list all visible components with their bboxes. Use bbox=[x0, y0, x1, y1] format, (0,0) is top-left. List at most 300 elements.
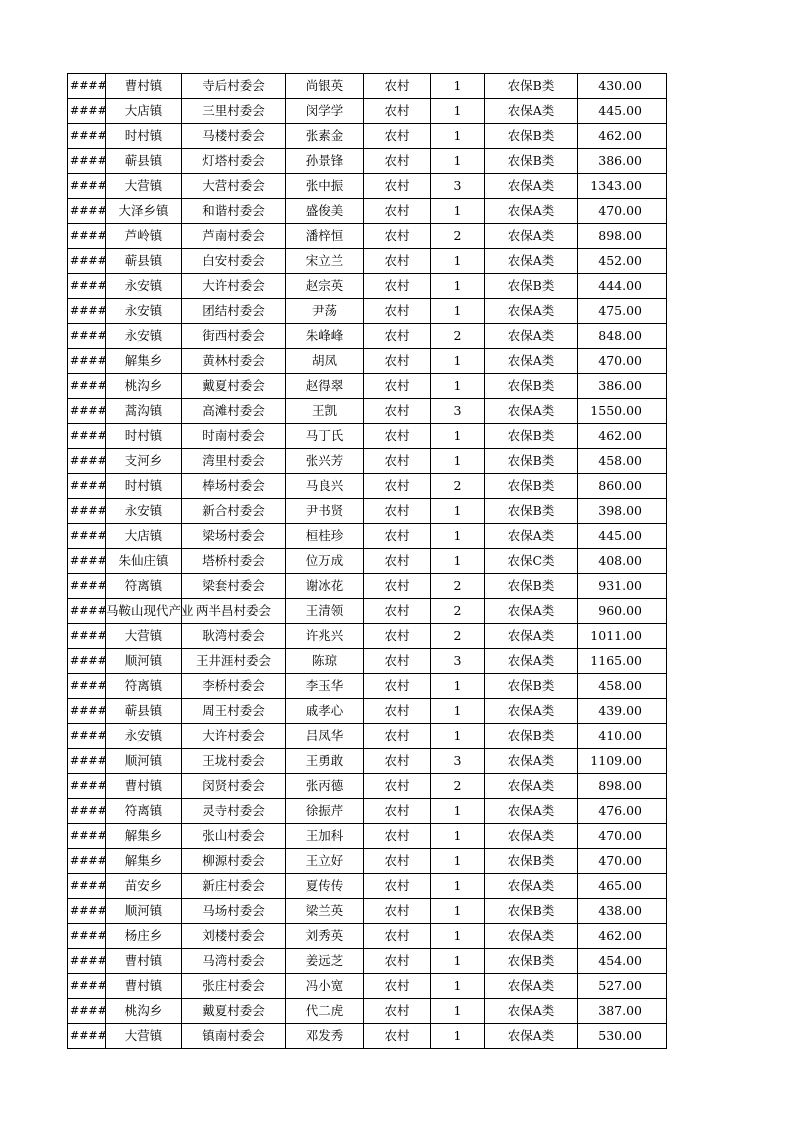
cell-town: 杨庄乡 bbox=[106, 924, 182, 949]
cell-category: 农保A类 bbox=[485, 974, 578, 999]
cell-category: 农保A类 bbox=[485, 324, 578, 349]
table-row bbox=[68, 849, 667, 874]
cell-name: 代二虎 bbox=[286, 999, 364, 1024]
cell-category: 农保B类 bbox=[485, 474, 578, 499]
cell-id: #### bbox=[68, 874, 106, 899]
cell-amount: 960.00 bbox=[578, 599, 667, 624]
cell-count: 1 bbox=[431, 974, 485, 999]
cell-category: 农保B类 bbox=[485, 499, 578, 524]
cell-name: 冯小宽 bbox=[286, 974, 364, 999]
cell-name: 吕凤华 bbox=[286, 724, 364, 749]
cell-category: 农保A类 bbox=[485, 924, 578, 949]
table-row bbox=[68, 874, 667, 899]
cell-amount: 398.00 bbox=[578, 499, 667, 524]
cell-area: 农村 bbox=[364, 549, 431, 574]
cell-town: 蒿沟镇 bbox=[106, 399, 182, 424]
cell-village: 新合村委会 bbox=[182, 499, 286, 524]
cell-amount: 470.00 bbox=[578, 849, 667, 874]
cell-town: 曹村镇 bbox=[106, 949, 182, 974]
cell-name: 桓桂珍 bbox=[286, 524, 364, 549]
cell-area: 农村 bbox=[364, 674, 431, 699]
cell-count: 2 bbox=[431, 474, 485, 499]
cell-count: 2 bbox=[431, 624, 485, 649]
cell-name: 王凯 bbox=[286, 399, 364, 424]
table-row bbox=[68, 99, 667, 124]
cell-village: 张庄村委会 bbox=[182, 974, 286, 999]
cell-town: 桃沟乡 bbox=[106, 374, 182, 399]
cell-count: 1 bbox=[431, 874, 485, 899]
cell-village: 寺后村委会 bbox=[182, 74, 286, 99]
cell-area: 农村 bbox=[364, 499, 431, 524]
cell-name: 朱峰峰 bbox=[286, 324, 364, 349]
cell-count: 1 bbox=[431, 724, 485, 749]
cell-amount: 1011.00 bbox=[578, 624, 667, 649]
table-body bbox=[68, 74, 667, 1049]
cell-category: 农保A类 bbox=[485, 624, 578, 649]
cell-count: 1 bbox=[431, 424, 485, 449]
table-row bbox=[68, 1024, 667, 1049]
table-row bbox=[68, 174, 667, 199]
cell-amount: 527.00 bbox=[578, 974, 667, 999]
cell-village: 黄林村委会 bbox=[182, 349, 286, 374]
cell-count: 1 bbox=[431, 524, 485, 549]
cell-town: 永安镇 bbox=[106, 724, 182, 749]
cell-id: #### bbox=[68, 74, 106, 99]
cell-village: 街西村委会 bbox=[182, 324, 286, 349]
cell-amount: 848.00 bbox=[578, 324, 667, 349]
cell-amount: 898.00 bbox=[578, 224, 667, 249]
cell-count: 1 bbox=[431, 949, 485, 974]
cell-name: 尹书贤 bbox=[286, 499, 364, 524]
cell-village: 张山村委会 bbox=[182, 824, 286, 849]
cell-town: 大营镇 bbox=[106, 174, 182, 199]
cell-town: 大营镇 bbox=[106, 624, 182, 649]
cell-village: 梁套村委会 bbox=[182, 574, 286, 599]
cell-town: 永安镇 bbox=[106, 499, 182, 524]
cell-village: 塔桥村委会 bbox=[182, 549, 286, 574]
cell-area: 农村 bbox=[364, 199, 431, 224]
cell-village: 梁场村委会 bbox=[182, 524, 286, 549]
table-row bbox=[68, 799, 667, 824]
cell-area: 农村 bbox=[364, 124, 431, 149]
cell-amount: 438.00 bbox=[578, 899, 667, 924]
cell-town: 大店镇 bbox=[106, 99, 182, 124]
cell-town: 大店镇 bbox=[106, 524, 182, 549]
cell-amount: 430.00 bbox=[578, 74, 667, 99]
cell-village: 新庄村委会 bbox=[182, 874, 286, 899]
cell-amount: 462.00 bbox=[578, 124, 667, 149]
cell-village: 戴夏村委会 bbox=[182, 999, 286, 1024]
table-row bbox=[68, 574, 667, 599]
cell-village: 王井涯村委会 bbox=[182, 649, 286, 674]
cell-category: 农保A类 bbox=[485, 99, 578, 124]
cell-town: 永安镇 bbox=[106, 324, 182, 349]
cell-name: 马良兴 bbox=[286, 474, 364, 499]
cell-village: 马湾村委会 bbox=[182, 949, 286, 974]
cell-town: 解集乡 bbox=[106, 349, 182, 374]
cell-amount: 1165.00 bbox=[578, 649, 667, 674]
table-row bbox=[68, 624, 667, 649]
cell-category: 农保A类 bbox=[485, 1024, 578, 1049]
cell-amount: 454.00 bbox=[578, 949, 667, 974]
table-row bbox=[68, 699, 667, 724]
cell-amount: 445.00 bbox=[578, 99, 667, 124]
cell-town: 符离镇 bbox=[106, 574, 182, 599]
cell-id: #### bbox=[68, 224, 106, 249]
cell-village: 灵寺村委会 bbox=[182, 799, 286, 824]
table-row bbox=[68, 249, 667, 274]
cell-count: 1 bbox=[431, 899, 485, 924]
cell-town: 永安镇 bbox=[106, 299, 182, 324]
cell-area: 农村 bbox=[364, 224, 431, 249]
cell-village: 大许村委会 bbox=[182, 724, 286, 749]
cell-village: 芦南村委会 bbox=[182, 224, 286, 249]
cell-id: #### bbox=[68, 774, 106, 799]
cell-town: 大营镇 bbox=[106, 1024, 182, 1049]
table-row bbox=[68, 499, 667, 524]
cell-town: 符离镇 bbox=[106, 674, 182, 699]
table-row bbox=[68, 724, 667, 749]
cell-amount: 462.00 bbox=[578, 924, 667, 949]
cell-village: 耿湾村委会 bbox=[182, 624, 286, 649]
cell-name: 马丁氏 bbox=[286, 424, 364, 449]
cell-village: 柳源村委会 bbox=[182, 849, 286, 874]
cell-amount: 470.00 bbox=[578, 199, 667, 224]
cell-id: #### bbox=[68, 124, 106, 149]
cell-name: 姜远芝 bbox=[286, 949, 364, 974]
cell-village: 白安村委会 bbox=[182, 249, 286, 274]
cell-category: 农保A类 bbox=[485, 824, 578, 849]
cell-town: 曹村镇 bbox=[106, 974, 182, 999]
cell-village: 时南村委会 bbox=[182, 424, 286, 449]
cell-name: 王勇敢 bbox=[286, 749, 364, 774]
cell-id: #### bbox=[68, 174, 106, 199]
cell-village: 李桥村委会 bbox=[182, 674, 286, 699]
cell-count: 1 bbox=[431, 924, 485, 949]
cell-count: 1 bbox=[431, 249, 485, 274]
cell-name: 赵得翠 bbox=[286, 374, 364, 399]
table-row bbox=[68, 324, 667, 349]
cell-count: 1 bbox=[431, 1024, 485, 1049]
cell-area: 农村 bbox=[364, 574, 431, 599]
table-row bbox=[68, 824, 667, 849]
cell-name: 李玉华 bbox=[286, 674, 364, 699]
table-row bbox=[68, 299, 667, 324]
cell-category: 农保B类 bbox=[485, 849, 578, 874]
cell-area: 农村 bbox=[364, 624, 431, 649]
cell-village: 刘楼村委会 bbox=[182, 924, 286, 949]
cell-id: #### bbox=[68, 149, 106, 174]
cell-area: 农村 bbox=[364, 149, 431, 174]
cell-village: 王垅村委会 bbox=[182, 749, 286, 774]
cell-id: #### bbox=[68, 849, 106, 874]
cell-area: 农村 bbox=[364, 749, 431, 774]
cell-name: 王加科 bbox=[286, 824, 364, 849]
cell-id: #### bbox=[68, 899, 106, 924]
cell-count: 1 bbox=[431, 824, 485, 849]
cell-area: 农村 bbox=[364, 774, 431, 799]
cell-town: 顺河镇 bbox=[106, 899, 182, 924]
cell-area: 农村 bbox=[364, 349, 431, 374]
cell-area: 农村 bbox=[364, 649, 431, 674]
cell-id: #### bbox=[68, 974, 106, 999]
cell-count: 1 bbox=[431, 124, 485, 149]
cell-id: #### bbox=[68, 474, 106, 499]
cell-amount: 408.00 bbox=[578, 549, 667, 574]
table-row bbox=[68, 199, 667, 224]
cell-town: 支河乡 bbox=[106, 449, 182, 474]
cell-id: #### bbox=[68, 724, 106, 749]
cell-amount: 1109.00 bbox=[578, 749, 667, 774]
cell-category: 农保B类 bbox=[485, 124, 578, 149]
cell-amount: 386.00 bbox=[578, 374, 667, 399]
cell-area: 农村 bbox=[364, 1024, 431, 1049]
cell-category: 农保B类 bbox=[485, 449, 578, 474]
cell-count: 3 bbox=[431, 749, 485, 774]
cell-count: 2 bbox=[431, 224, 485, 249]
cell-name: 徐振芹 bbox=[286, 799, 364, 824]
cell-count: 1 bbox=[431, 199, 485, 224]
cell-category: 农保A类 bbox=[485, 224, 578, 249]
cell-id: #### bbox=[68, 299, 106, 324]
table-row bbox=[68, 974, 667, 999]
cell-amount: 470.00 bbox=[578, 349, 667, 374]
cell-name: 陈琼 bbox=[286, 649, 364, 674]
cell-area: 农村 bbox=[364, 449, 431, 474]
table-row bbox=[68, 899, 667, 924]
cell-amount: 458.00 bbox=[578, 449, 667, 474]
table-row bbox=[68, 274, 667, 299]
table-row bbox=[68, 924, 667, 949]
cell-amount: 530.00 bbox=[578, 1024, 667, 1049]
cell-amount: 1550.00 bbox=[578, 399, 667, 424]
cell-count: 1 bbox=[431, 999, 485, 1024]
cell-town: 蕲县镇 bbox=[106, 699, 182, 724]
cell-village: 两半昌村委会 bbox=[182, 599, 286, 624]
cell-town: 永安镇 bbox=[106, 274, 182, 299]
cell-category: 农保A类 bbox=[485, 799, 578, 824]
cell-id: #### bbox=[68, 799, 106, 824]
cell-area: 农村 bbox=[364, 824, 431, 849]
cell-area: 农村 bbox=[364, 874, 431, 899]
cell-town: 蕲县镇 bbox=[106, 149, 182, 174]
cell-category: 农保A类 bbox=[485, 874, 578, 899]
cell-name: 闵学学 bbox=[286, 99, 364, 124]
cell-village: 湾里村委会 bbox=[182, 449, 286, 474]
cell-name: 戚孝心 bbox=[286, 699, 364, 724]
cell-area: 农村 bbox=[364, 724, 431, 749]
cell-count: 3 bbox=[431, 649, 485, 674]
cell-amount: 476.00 bbox=[578, 799, 667, 824]
cell-amount: 410.00 bbox=[578, 724, 667, 749]
cell-town: 蕲县镇 bbox=[106, 249, 182, 274]
cell-village: 团结村委会 bbox=[182, 299, 286, 324]
cell-village: 马场村委会 bbox=[182, 899, 286, 924]
cell-amount: 444.00 bbox=[578, 274, 667, 299]
cell-amount: 439.00 bbox=[578, 699, 667, 724]
cell-name: 张丙德 bbox=[286, 774, 364, 799]
cell-category: 农保A类 bbox=[485, 599, 578, 624]
cell-count: 1 bbox=[431, 299, 485, 324]
cell-town: 时村镇 bbox=[106, 424, 182, 449]
cell-name: 潘梓恒 bbox=[286, 224, 364, 249]
cell-area: 农村 bbox=[364, 99, 431, 124]
cell-id: #### bbox=[68, 274, 106, 299]
cell-name: 王清领 bbox=[286, 599, 364, 624]
cell-town: 朱仙庄镇 bbox=[106, 549, 182, 574]
cell-name: 刘秀英 bbox=[286, 924, 364, 949]
cell-amount: 931.00 bbox=[578, 574, 667, 599]
table-row bbox=[68, 949, 667, 974]
cell-area: 农村 bbox=[364, 974, 431, 999]
cell-name: 位万成 bbox=[286, 549, 364, 574]
cell-count: 1 bbox=[431, 74, 485, 99]
cell-area: 农村 bbox=[364, 924, 431, 949]
cell-id: #### bbox=[68, 649, 106, 674]
cell-id: #### bbox=[68, 324, 106, 349]
cell-area: 农村 bbox=[364, 949, 431, 974]
cell-id: #### bbox=[68, 599, 106, 624]
cell-category: 农保B类 bbox=[485, 274, 578, 299]
cell-category: 农保A类 bbox=[485, 649, 578, 674]
cell-town: 芦岭镇 bbox=[106, 224, 182, 249]
cell-area: 农村 bbox=[364, 249, 431, 274]
cell-id: #### bbox=[68, 424, 106, 449]
cell-amount: 465.00 bbox=[578, 874, 667, 899]
table-row bbox=[68, 349, 667, 374]
table-row bbox=[68, 649, 667, 674]
cell-town: 符离镇 bbox=[106, 799, 182, 824]
cell-count: 2 bbox=[431, 574, 485, 599]
cell-amount: 462.00 bbox=[578, 424, 667, 449]
cell-village: 闵贤村委会 bbox=[182, 774, 286, 799]
cell-id: #### bbox=[68, 824, 106, 849]
table-row bbox=[68, 549, 667, 574]
cell-id: #### bbox=[68, 1024, 106, 1049]
cell-area: 农村 bbox=[364, 799, 431, 824]
cell-id: #### bbox=[68, 699, 106, 724]
table-row bbox=[68, 124, 667, 149]
cell-id: #### bbox=[68, 349, 106, 374]
cell-category: 农保A类 bbox=[485, 199, 578, 224]
cell-town: 解集乡 bbox=[106, 849, 182, 874]
cell-count: 1 bbox=[431, 549, 485, 574]
cell-name: 谢冰花 bbox=[286, 574, 364, 599]
cell-id: #### bbox=[68, 549, 106, 574]
cell-amount: 860.00 bbox=[578, 474, 667, 499]
cell-town: 马鞍山现代产业 bbox=[106, 599, 182, 624]
cell-count: 1 bbox=[431, 499, 485, 524]
cell-category: 农保B类 bbox=[485, 149, 578, 174]
cell-category: 农保A类 bbox=[485, 399, 578, 424]
cell-area: 农村 bbox=[364, 324, 431, 349]
cell-category: 农保A类 bbox=[485, 999, 578, 1024]
cell-id: #### bbox=[68, 449, 106, 474]
cell-name: 王立好 bbox=[286, 849, 364, 874]
cell-id: #### bbox=[68, 499, 106, 524]
cell-area: 农村 bbox=[364, 699, 431, 724]
cell-count: 1 bbox=[431, 674, 485, 699]
table-row bbox=[68, 774, 667, 799]
cell-id: #### bbox=[68, 674, 106, 699]
cell-category: 农保A类 bbox=[485, 249, 578, 274]
cell-id: #### bbox=[68, 524, 106, 549]
table-row bbox=[68, 74, 667, 99]
cell-area: 农村 bbox=[364, 849, 431, 874]
cell-amount: 898.00 bbox=[578, 774, 667, 799]
cell-id: #### bbox=[68, 924, 106, 949]
cell-amount: 452.00 bbox=[578, 249, 667, 274]
cell-category: 农保B类 bbox=[485, 899, 578, 924]
cell-name: 尹荡 bbox=[286, 299, 364, 324]
cell-count: 1 bbox=[431, 274, 485, 299]
cell-name: 梁兰英 bbox=[286, 899, 364, 924]
cell-name: 赵宗英 bbox=[286, 274, 364, 299]
cell-village: 三里村委会 bbox=[182, 99, 286, 124]
cell-town: 苗安乡 bbox=[106, 874, 182, 899]
cell-name: 许兆兴 bbox=[286, 624, 364, 649]
cell-village: 大营村委会 bbox=[182, 174, 286, 199]
cell-amount: 475.00 bbox=[578, 299, 667, 324]
table-row bbox=[68, 674, 667, 699]
cell-id: #### bbox=[68, 374, 106, 399]
cell-count: 1 bbox=[431, 349, 485, 374]
cell-name: 邓发秀 bbox=[286, 1024, 364, 1049]
cell-village: 大许村委会 bbox=[182, 274, 286, 299]
cell-count: 2 bbox=[431, 774, 485, 799]
table-row bbox=[68, 149, 667, 174]
cell-count: 1 bbox=[431, 99, 485, 124]
cell-count: 1 bbox=[431, 449, 485, 474]
table-row bbox=[68, 424, 667, 449]
cell-id: #### bbox=[68, 624, 106, 649]
cell-area: 农村 bbox=[364, 524, 431, 549]
cell-town: 时村镇 bbox=[106, 474, 182, 499]
cell-amount: 387.00 bbox=[578, 999, 667, 1024]
cell-amount: 470.00 bbox=[578, 824, 667, 849]
cell-area: 农村 bbox=[364, 174, 431, 199]
cell-name: 张中振 bbox=[286, 174, 364, 199]
cell-id: #### bbox=[68, 949, 106, 974]
cell-count: 2 bbox=[431, 599, 485, 624]
cell-name: 张素金 bbox=[286, 124, 364, 149]
table-row bbox=[68, 524, 667, 549]
table-row bbox=[68, 399, 667, 424]
cell-count: 2 bbox=[431, 324, 485, 349]
cell-id: #### bbox=[68, 999, 106, 1024]
cell-category: 农保B类 bbox=[485, 424, 578, 449]
cell-area: 农村 bbox=[364, 899, 431, 924]
cell-village: 棒场村委会 bbox=[182, 474, 286, 499]
cell-village: 马楼村委会 bbox=[182, 124, 286, 149]
cell-count: 1 bbox=[431, 149, 485, 174]
cell-amount: 458.00 bbox=[578, 674, 667, 699]
cell-area: 农村 bbox=[364, 474, 431, 499]
cell-category: 农保A类 bbox=[485, 174, 578, 199]
cell-id: #### bbox=[68, 749, 106, 774]
cell-village: 和谐村委会 bbox=[182, 199, 286, 224]
cell-village: 戴夏村委会 bbox=[182, 374, 286, 399]
cell-area: 农村 bbox=[364, 274, 431, 299]
cell-category: 农保A类 bbox=[485, 749, 578, 774]
cell-id: #### bbox=[68, 199, 106, 224]
cell-category: 农保A类 bbox=[485, 524, 578, 549]
cell-id: #### bbox=[68, 574, 106, 599]
cell-area: 农村 bbox=[364, 299, 431, 324]
cell-category: 农保B类 bbox=[485, 574, 578, 599]
cell-category: 农保B类 bbox=[485, 674, 578, 699]
cell-id: #### bbox=[68, 399, 106, 424]
